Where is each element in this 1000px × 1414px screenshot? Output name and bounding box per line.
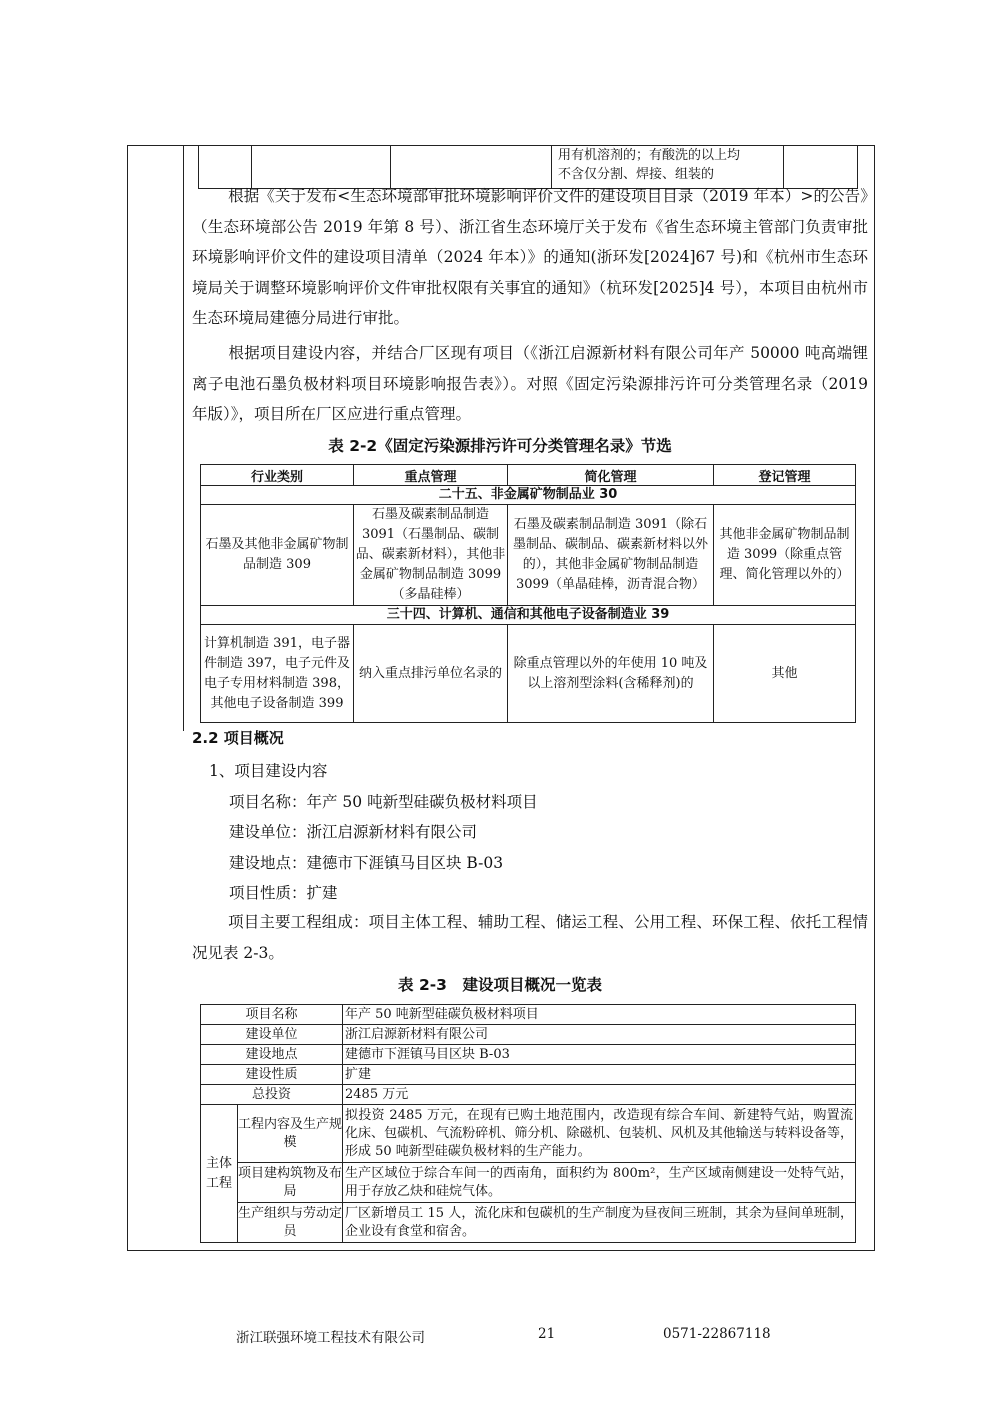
continued-text-2: 不含仅分割、焊接、组装的 bbox=[558, 167, 715, 182]
table-cell: 计算机制造 391，电子器件制造 397，电子元件及电子专用材料制造 398，其他电子设备制造 399 bbox=[201, 625, 354, 723]
row-value: 建德市下涯镇马目区块 B-03 bbox=[343, 1045, 856, 1065]
footer-phone: 0571-22867118 bbox=[663, 1326, 771, 1342]
row-value: 扩建 bbox=[343, 1065, 856, 1085]
paragraph-management: 根据项目建设内容，并结合厂区现有项目（《浙江启源新材料有限公司年产 50000 吨高端锂离子电池石墨负极材料项目环境影响报告表》）。对照《固定污染源排污许可分类管理名录（2019 年版）》，项目所在厂区应进行重点管理。 bbox=[192, 344, 868, 423]
composition-paragraph: 项目主要工程组成：项目主体工程、辅助工程、储运工程、公用工程、环保工程、依托工程情况见表 2-3。 bbox=[192, 913, 868, 962]
table-cell: 石墨及碳素制品制造 3091（除石墨制品、碳制品、碳素新材料以外的），其他非金属矿物制品制造 3099（单晶硅棒，沥青混合物） bbox=[508, 505, 714, 606]
row-label: 建设单位 bbox=[201, 1025, 343, 1045]
row-label: 生产组织与劳动定员 bbox=[238, 1203, 343, 1243]
row-label: 建设地点 bbox=[201, 1045, 343, 1065]
section-heading: 2.2 项目概况 bbox=[192, 729, 284, 747]
build-place: 建设地点：建德市下涯镇马目区块 B-03 bbox=[229, 854, 504, 872]
col-header: 行业类别 bbox=[201, 465, 354, 486]
col-header: 简化管理 bbox=[508, 465, 714, 486]
project-nature: 项目性质：扩建 bbox=[229, 884, 338, 902]
row-value: 拟投资 2485 万元，在现有已购土地范围内，改造现有综合车间、新建特气站，购置流化床、包碳机、气流粉碎机、筛分机、除磁机、包装机、风机及其他输送与转料设备等，形成 50 吨新型硅碳负极材料的生产能力。 bbox=[343, 1105, 856, 1163]
section-row: 三十四、计算机、通信和其他电子设备制造业 39 bbox=[201, 606, 856, 625]
row-label: 项目名称 bbox=[201, 1005, 343, 1025]
row-value: 厂区新增员工 15 人，流化床和包碳机的生产制度为昼夜间三班制，其余为昼间单班制，企业设有食堂和宿舍。 bbox=[343, 1203, 856, 1243]
table-cell: 其他非金属矿物制品制造 3099（除重点管理、简化管理以外的） bbox=[714, 505, 856, 606]
paragraph-approval: 根据《关于发布<生态环境部审批环境影响评价文件的建设项目目录（2019 年本）>的公告》（生态环境部公告 2019 年第 8 号）、浙江省生态环境厅关于发布《省生态环境主管部门负责审批环境影响评价文件的建设项目清单（2024 年本）》的通知(浙环发[2024]67 号)和《杭州市生态环境局关于调整环境影响评价文件审批权限有关事宜的通知》（杭环发[2025]4 号），本项目由杭州市生态环境局建德分局进行审批。 bbox=[192, 187, 868, 327]
footer-company: 浙江联强环境工程技术有限公司 bbox=[236, 1330, 425, 1346]
row-label: 项目建构筑物及布局 bbox=[238, 1163, 343, 1203]
continued-text-1: 用有机溶剂的；有酸洗的以上均 bbox=[558, 148, 741, 163]
table-cell: 石墨及其他非金属矿物制品制造 309 bbox=[201, 505, 354, 606]
section-row: 二十五、非金属矿物制品业 30 bbox=[201, 486, 856, 505]
col-header: 重点管理 bbox=[354, 465, 508, 486]
row-value: 浙江启源新材料有限公司 bbox=[343, 1025, 856, 1045]
row-value: 生产区域位于综合车间一的西南角，面积约为 800m²，生产区域南侧建设一处特气站，用于存放乙炔和硅烷气体。 bbox=[343, 1163, 856, 1203]
build-unit: 建设单位：浙江启源新材料有限公司 bbox=[229, 823, 478, 841]
table22-caption: 表 2-2《固定污染源排污许可分类管理名录》节选 bbox=[328, 437, 672, 455]
table-cell: 石墨及碳素制品制造 3091（石墨制品、碳制品、碳素新材料），其他非金属矿物制品制造 3099（多晶硅棒） bbox=[354, 505, 508, 606]
row-label: 建设性质 bbox=[201, 1065, 343, 1085]
row-label: 工程内容及生产规模 bbox=[238, 1105, 343, 1163]
table-cell: 除重点管理以外的年使用 10 吨及以上溶剂型涂料(含稀释剂)的 bbox=[508, 625, 714, 723]
footer-page-number: 21 bbox=[538, 1326, 556, 1342]
table-2-2 bbox=[200, 464, 856, 723]
main-project-label: 主体工程 bbox=[201, 1105, 238, 1243]
row-label: 总投资 bbox=[201, 1085, 343, 1105]
table23-caption: 表 2-3 建设项目概况一览表 bbox=[398, 976, 602, 994]
row-value: 年产 50 吨新型硅碳负极材料项目 bbox=[343, 1005, 856, 1025]
table-cell: 纳入重点排污单位名录的 bbox=[354, 625, 508, 723]
col-header: 登记管理 bbox=[714, 465, 856, 486]
table-2-3 bbox=[200, 1004, 856, 1243]
project-name: 项目名称：年产 50 吨新型硅碳负极材料项目 bbox=[229, 793, 538, 811]
sub-heading: 1、项目建设内容 bbox=[209, 762, 328, 780]
row-value: 2485 万元 bbox=[343, 1085, 856, 1105]
table-cell: 其他 bbox=[714, 625, 856, 723]
